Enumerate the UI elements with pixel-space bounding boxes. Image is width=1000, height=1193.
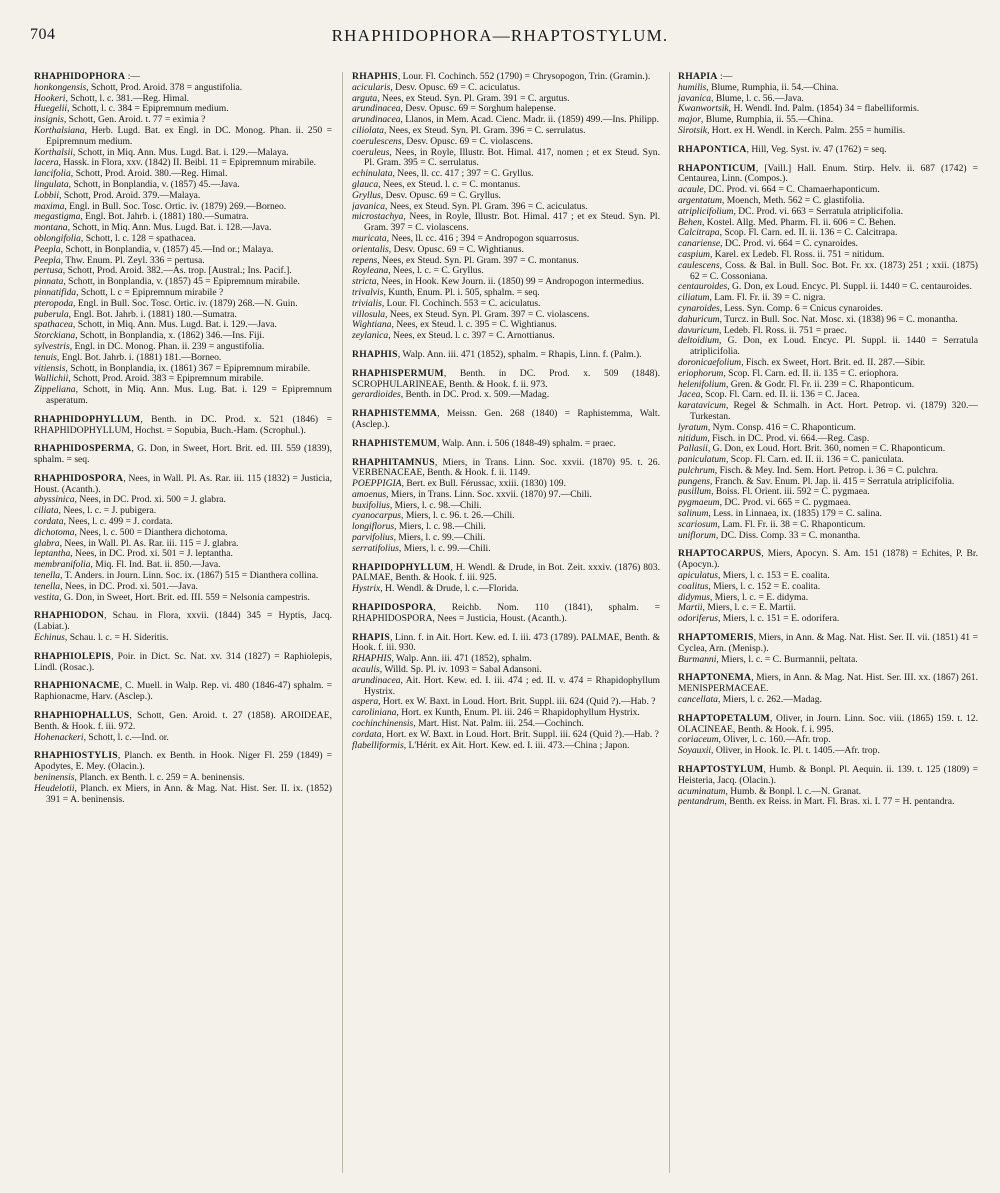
- dictionary-entry: [678, 673, 978, 705]
- species-line: aspera, Hort. ex W. Baxt. in Loud. Hort. Brit. Suppl. iii. 624 (Quid ?).—Hab. ?: [352, 696, 656, 708]
- entry-heading: RHAPONTICA, Hill, Veg. Syst. iv. 47 (1762) = seq.: [678, 143, 887, 155]
- species-line: didymus, Miers, l. c. = E. didyma.: [678, 591, 809, 603]
- species-line: cordata, Nees, l. c. 499 = J. cordata.: [34, 516, 173, 528]
- entry-heading: RHAPHIDOSPERMA, G. Don, in Sweet, Hort. Brit. ed. III. 559 (1839), sphalm. = seq.: [34, 443, 332, 466]
- dictionary-entry: [678, 164, 978, 542]
- entry-heading: RHAPHIONACME, C. Muell. in Walp. Rep. vi. 480 (1846-47) sphalm. = Raphionacme, Harv. (Asclep.).: [34, 680, 332, 703]
- species-line: Jacea, Scop. Fl. Carn. ed. II. ii. 136 = C. Jacea.: [678, 389, 860, 401]
- species-line: Wallichii, Schott, Prod. Aroid. 383 = Epipremnum mirabile.: [34, 373, 264, 385]
- entry-heading: RHAPIS, Linn. f. in Ait. Hort. Kew. ed. I. iii. 473 (1789). PALMAE, Benth. & Hook. f. iii. 930.: [352, 631, 660, 654]
- species-line: spathacea, Schott, in Miq. Ann. Mus. Lugd. Bat. i. 129.—Java.: [34, 319, 277, 331]
- species-line: vestita, G. Don, in Sweet, Hort. Brit. ed. III. 559 = Nelsonia campestris.: [34, 591, 310, 603]
- dictionary-entry: [34, 415, 332, 437]
- species-line: Wightiana, Nees, ex Steud. l. c. 395 = C. Wightianus.: [352, 319, 557, 331]
- species-line: POEPPIGIA, Bert. ex Bull. Férussac, xxiii. (1830) 109.: [352, 478, 566, 490]
- species-line: acaulis, Willd. Sp. Pl. iv. 1093 = Sabal Adansoni.: [352, 664, 542, 676]
- entry-heading: RHAPHIODON, Schau. in Flora, xxvii. (1844) 345 = Hyptis, Jacq. (Labiat.).: [34, 610, 332, 633]
- species-line: deltoidium, G. Don, ex Loud. Encyc. Pl. Suppl. ii. 1440 = Serratula atriplicifolia.: [678, 335, 978, 358]
- species-line: Calcitrapa, Scop. Fl. Carn. ed. II. ii. 136 = C. Calcitrapa.: [678, 227, 898, 239]
- dictionary-entry: [34, 652, 332, 674]
- species-line: coalitus, Miers, l. c. 152 = E. coalita.: [678, 580, 821, 592]
- species-line: lacera, Hassk. in Flora, xxv. (1842) II. Beibl. 11 = Epipremnum mirabile.: [34, 157, 317, 169]
- species-line: trivalvis, Kunth, Enum. Pl. i. 505, sphalm. = seq.: [352, 286, 540, 298]
- column-divider: [342, 72, 343, 1173]
- species-line: microstachya, Nees, in Royle, Illustr. Bot. Himal. 417 ; et ex Steud. Syn. Pl. Gram. 397 = C. violascens.: [352, 211, 660, 234]
- species-line: zeylanica, Nees, ex Steud. l. c. 397 = C. Arnottianus.: [352, 330, 555, 342]
- species-line: lancifolia, Schott, Prod. Aroid. 380.—Reg. Himal.: [34, 168, 228, 180]
- species-line: tenella, T. Anders. in Journ. Linn. Soc. ix. (1867) 515 = Dianthera collina.: [34, 570, 319, 582]
- entry-heading: RHAPHIDOSPORA, Nees, in Wall. Pl. As. Rar. iii. 115 (1832) = Justicia, Houst. (Acanth.).: [34, 472, 332, 495]
- species-line: javanica, Blume, l. c. 56.—Java.: [678, 92, 804, 104]
- species-line: cynaroides, Less. Syn. Comp. 6 = Cnicus cynaroides.: [678, 302, 883, 314]
- species-line: sylvestris, Engl. in DC. Monog. Phan. ii. 239 = angustifolia.: [34, 340, 265, 352]
- species-line: major, Blume, Rumphia, ii. 55.—China.: [678, 114, 834, 126]
- species-line: odoriferus, Miers, l. c. 151 = E. odorifera.: [678, 613, 840, 625]
- species-line: megastigma, Engl. Bot. Jahrb. i. (1881) 180.—Sumatra.: [34, 211, 249, 223]
- species-line: glabra, Nees, in Wall. Pl. As. Rar. iii. 115 = J. glabra.: [34, 537, 239, 549]
- species-line: RHAPHIS, Walp. Ann. iii. 471 (1852), sphalm.: [352, 653, 532, 665]
- entry-heading: RHAPHIS, Lour. Fl. Cochinch. 552 (1790) = Chrysopogon, Trin. (Gramin.).: [352, 72, 651, 82]
- species-line: eriophorum, Scop. Fl. Carn. ed. II. ii. 135 = C. eriophora.: [678, 367, 899, 379]
- species-line: ciliatum, Lam. Fl. Fr. ii. 39 = C. nigra.: [678, 292, 826, 304]
- species-line: Storckiana, Schott, in Bonplandia, x. (1862) 346.—Ins. Fiji.: [34, 330, 265, 342]
- entry-heading: RHAPHIOSTYLIS, Planch. ex Benth. in Hook. Niger Fl. 259 (1849) = Apodytes, E. Mey. (Olacin.).: [34, 750, 332, 773]
- dictionary-entry: [352, 72, 660, 342]
- species-line: longiflorus, Miers, l. c. 98.—Chili.: [352, 521, 486, 533]
- species-line: pinnata, Schott, in Bonplandia, v. (1857) 45 = Epipremnum mirabile.: [34, 276, 300, 288]
- species-line: coeruleus, Nees, in Royle, Illustr. Bot. Himal. 417, nomen ; et ex Steud. Syn. Pl. Gram. 395 = C. serrulatus.: [352, 146, 660, 169]
- species-line: Gryllus, Desv. Opusc. 69 = C. Gryllus.: [352, 189, 501, 201]
- species-line: doronicaefolium, Fisch. ex Sweet, Hort. Brit. ed. II. 287.—Sibir.: [678, 356, 926, 368]
- species-line: coerulescens, Desv. Opusc. 69 = C. violascens.: [352, 135, 533, 147]
- entry-heading: RHAPIA :—: [678, 72, 733, 82]
- entry-heading: RHAPHIDOPHYLLUM, Benth. in DC. Prod. x. 521 (1846) = RHAPHIDOPHYLLUM, Hochst. = Sopubia, Buch.-Ham. (Scrophul.).: [34, 413, 332, 436]
- species-line: villosula, Nees, ex Steud. Syn. Pl. Gram. 397 = C. violascens.: [352, 308, 590, 320]
- species-line: pusillum, Boiss. Fl. Orient. iii. 592 = C. pygmaea.: [678, 486, 870, 498]
- entry-heading: RHAPHITAMNUS, Miers, in Trans. Linn. Soc. xxvii. (1870) 95. t. 26. VERBENACEAE, Benth. & Hook. f. ii. 1149.: [352, 456, 660, 479]
- running-title: RHAPHIDOPHORA—RHAPTOSTYLUM.: [331, 26, 669, 45]
- species-line: pygmaeum, DC. Prod. vi. 665 = C. pygmaea.: [678, 497, 851, 509]
- entry-heading: RHAPTOCARPUS, Miers, Apocyn. S. Am. 151 (1878) = Echites, P. Br. (Apocyn.).: [678, 548, 978, 571]
- species-line: Korthalsiana, Herb. Lugd. Bat. ex Engl. in DC. Monog. Phan. ii. 250 = Epipremnum medium.: [34, 124, 332, 147]
- dictionary-entry: [34, 444, 332, 466]
- species-line: pulchrum, Fisch. & Mey. Ind. Sem. Hort. Petrop. i. 36 = C. pulchra.: [678, 464, 939, 476]
- species-line: maxima, Engl. in Bull. Soc. Tosc. Ortic. iv. (1879) 269.—Borneo.: [34, 200, 287, 212]
- species-line: uniflorum, DC. Diss. Comp. 33 = C. monantha.: [678, 529, 861, 541]
- species-line: Korthalsii, Schott, in Miq. Ann. Mus. Lugd. Bat. i. 129.—Malaya.: [34, 146, 289, 158]
- dictionary-entry: [352, 439, 660, 450]
- dictionary-entry: [34, 711, 332, 743]
- species-line: Heudelotii, Planch. ex Miers, in Ann. & Mag. Nat. Hist. Ser. II. ix. (1852) 391 = A. beninensis.: [34, 782, 332, 805]
- column-divider: [669, 72, 670, 1173]
- species-line: salinum, Less. in Linnaea, ix. (1835) 179 = C. salina.: [678, 508, 882, 520]
- species-line: atriplicifolium, DC. Prod. vi. 663 = Serratula atriplicifolia.: [678, 205, 903, 217]
- species-line: orientalis, Desv. Opusc. 69 = C. Wightianus.: [352, 243, 524, 255]
- species-line: Hohenackeri, Schott, l. c.—Ind. or.: [34, 731, 169, 743]
- species-line: caulescens, Coss. & Bal. in Bull. Soc. Bot. Fr. xx. (1873) 251 ; xxii. (1875) 62 = C. Cossoniana.: [678, 259, 978, 282]
- column-left: [34, 72, 332, 1175]
- species-line: cordata, Hort. ex W. Baxt. in Loud. Hort. Brit. Suppl. iii. 624 (Quid ?).—Hab. ?: [352, 728, 659, 740]
- dictionary-entry: [352, 350, 660, 361]
- dictionary-entry: [34, 751, 332, 805]
- species-line: pertusa, Schott, Prod. Aroid. 382.—As. trop. [Austral.; Ins. Pacif.].: [34, 265, 292, 277]
- species-line: coriaceum, Oliver, l. c. 160.—Afr. trop.: [678, 734, 831, 746]
- dictionary-entry: [678, 72, 978, 137]
- species-line: apiculatus, Miers, l. c. 153 = E. coalita.: [678, 570, 830, 582]
- species-line: arundinacea, Ait. Hort. Kew. ed. I. iii. 474 ; ed. II. v. 474 = Rhapidophyllum Hystrix.: [352, 674, 660, 697]
- species-line: cancellata, Miers, l. c. 262.—Madag.: [678, 694, 822, 706]
- entry-heading: RHAPTOPETALUM, Oliver, in Journ. Linn. Soc. viii. (1865) 159. t. 12. OLACINEAE, Benth. & Hook. f. i. 995.: [678, 712, 978, 735]
- entry-heading: RHAPONTICUM, [Vaill.] Hall. Enum. Stirp. Helv. ii. 687 (1742) = Centaurea, Linn. (Compos.).: [678, 162, 978, 185]
- species-line: lyratum, Nym. Consp. 416 = C. Rhaponticum.: [678, 421, 856, 433]
- species-line: Peepla, Thw. Enum. Pl. Zeyl. 336 = pertusa.: [34, 254, 205, 266]
- dictionary-entry: [678, 145, 978, 156]
- entry-heading: RHAPHIDOPHORA :—: [34, 72, 140, 82]
- dictionary-entry: [352, 633, 660, 752]
- species-line: javanica, Nees, ex Steud. Syn. Pl. Gram. 396 = C. aciculatus.: [352, 200, 588, 212]
- species-line: dahuricum, Turcz. in Bull. Soc. Nat. Mosc. xi. (1838) 96 = C. monantha.: [678, 313, 958, 325]
- species-line: arundinacea, Desv. Opusc. 69 = Sorghum halepense.: [352, 103, 556, 115]
- dictionary-entry: [352, 458, 660, 555]
- species-line: stricta, Nees, in Hook. Kew Journ. ii. (1850) 99 = Andropogon intermedius.: [352, 276, 644, 288]
- entry-heading: RHAPTOSTYLUM, Humb. & Bonpl. Pl. Aequin. ii. 139. t. 125 (1809) = Heisteria, Jacq. (Olacin.).: [678, 764, 978, 786]
- entry-heading: RHAPIDOPHYLLUM, H. Wendl. & Drude, in Bot. Zeit. xxxiv. (1876) 803. PALMAE, Benth. & Hook. f. iii. 925.: [352, 561, 660, 584]
- entry-heading: RHAPHISPERMUM, Benth. in DC. Prod. x. 509 (1848). SCROPHULARINEAE, Benth. & Hook. f. ii. 973.: [352, 367, 660, 390]
- species-line: Royleana, Nees, l. c. = C. Gryllus.: [352, 265, 484, 277]
- dictionary-entry: [678, 765, 978, 808]
- entry-heading: RHAPHIOPHALLUS, Schott, Gen. Aroid. t. 27 (1858). AROIDEAE, Benth. & Hook. f. iii. 972.: [34, 710, 332, 732]
- dictionary-entry: [34, 72, 332, 407]
- species-line: davuricum, Ledeb. Fl. Ross. ii. 751 = praec.: [678, 324, 847, 336]
- species-line: acicularis, Desv. Opusc. 69 = C. aciculatus.: [352, 81, 521, 93]
- species-line: Peepla, Schott, in Bonplandia, v. (1857) 45.—Ind or.; Malaya.: [34, 243, 274, 255]
- species-line: Kwanwortsik, H. Wendl. Ind. Palm. (1854) 34 = flabelliformis.: [678, 103, 920, 115]
- species-line: glauca, Nees, ex Steud. l. c. = C. montanus.: [352, 178, 521, 190]
- species-line: echinulata, Nees, ll. cc. 417 ; 397 = C. Gryllus.: [352, 168, 534, 180]
- species-line: abyssinica, Nees, in DC. Prod. xi. 500 = J. glabra.: [34, 494, 226, 506]
- dictionary-entry: [678, 633, 978, 665]
- entry-heading: RHAPHISTEMMA, Meissn. Gen. 268 (1840) = Raphistemma, Walt. (Asclep.).: [352, 408, 660, 430]
- species-line: Soyauxii, Oliver, in Hook. Ic. Pl. t. 1405.—Afr. trop.: [678, 745, 880, 757]
- dictionary-entry: [34, 611, 332, 643]
- species-line: flabelliformis, L'Hérit. ex Ait. Hort. Kew. ed. I. iii. 473.—China ; Japon.: [352, 739, 630, 751]
- species-line: scariosum, Lam. Fl. Fr. ii. 38 = C. Rhaponticum.: [678, 518, 866, 530]
- column-right: [678, 72, 978, 1175]
- species-line: muricata, Nees, ll. cc. 416 ; 394 = Andropogon squarrosus.: [352, 232, 580, 244]
- species-line: cochinchinensis, Mart. Hist. Nat. Palm. iii. 254.—Cochinch.: [352, 718, 584, 730]
- species-line: pteropoda, Engl. in Bull. Soc. Tosc. Ortic. iv. (1879) 268.—N. Guin.: [34, 297, 298, 309]
- species-line: cyanocarpus, Miers, l. c. 96. t. 26.—Chili.: [352, 510, 515, 522]
- dictionary-entry: [678, 714, 978, 757]
- species-line: acuminatum, Humb. & Bonpl. l. c.—N. Granat.: [678, 785, 862, 797]
- species-line: dichotoma, Nees, l. c. 500 = Dianthera dichotoma.: [34, 526, 228, 538]
- species-line: Martii, Miers, l. c. = E. Martii.: [678, 602, 796, 614]
- species-line: paniculatum, Scop. Fl. Carn. ed. II. ii. 136 = C. paniculata.: [678, 454, 904, 466]
- entry-heading: RHAPTOMERIS, Miers, in Ann. & Mag. Nat. Hist. Ser. II. vii. (1851) 41 = Cyclea, Arn. (Menisp.).: [678, 632, 978, 654]
- species-line: helenifolium, Gren. & Godr. Fl. Fr. ii. 239 = C. Rhaponticum.: [678, 378, 915, 390]
- dictionary-entry: [352, 563, 660, 595]
- species-line: honkongensis, Schott, Prod. Aroid. 378 = angustifolia.: [34, 81, 243, 93]
- species-line: pentandrum, Benth. ex Reiss. in Mart. Fl. Bras. xi. I. 77 = H. pentandra.: [678, 796, 955, 808]
- species-line: vitiensis, Schott, in Bonplandia, ix. (1861) 367 = Epipremnum mirabile.: [34, 362, 311, 374]
- species-line: gerardioides, Benth. in DC. Prod. x. 509.—Madag.: [352, 389, 550, 401]
- entry-heading: RHAPTONEMA, Miers, in Ann. & Mag. Nat. Hist. Ser. III. xx. (1867) 261. MENISPERMACEAE.: [678, 672, 978, 695]
- entry-heading: RHAPHISTEMUM, Walp. Ann. i. 506 (1848-49) sphalm. = praec.: [352, 437, 616, 449]
- species-line: parvifolius, Miers, l. c. 99.—Chili.: [352, 532, 486, 544]
- species-line: Behen, Kostel. Allg. Med. Pharm. Fl. ii. 606 = C. Behen.: [678, 216, 896, 228]
- species-line: argentatum, Moench, Meth. 562 = C. glastifolia.: [678, 194, 865, 206]
- species-line: humilis, Blume, Rumphia, ii. 54.—China.: [678, 81, 839, 93]
- species-line: membranifolia, Miq. Fl. Ind. Bat. ii. 850.—Java.: [34, 559, 221, 571]
- species-line: pungens, Franch. & Sav. Enum. Pl. Jap. ii. 415 = Serratula atriplicifolia.: [678, 475, 955, 487]
- entry-heading: RHAPHIOLEPIS, Poir. in Dict. Sc. Nat. xv. 314 (1827) = Raphiolepis, Lindl. (Rosac.).: [34, 650, 332, 673]
- species-line: tenella, Nees, in DC. Prod. xi. 501.—Java.: [34, 580, 198, 592]
- species-line: Huegelii, Schott, l. c. 384 = Epipremnum medium.: [34, 103, 229, 115]
- species-line: ciliolata, Nees, ex Steud. Syn. Pl. Gram. 396 = C. serrulatus.: [352, 124, 586, 136]
- species-line: ciliata, Nees, l. c. = J. pubigera.: [34, 505, 157, 517]
- dictionary-entry: [34, 474, 332, 604]
- species-line: lingulata, Schott, in Bonplandia, v. (1857) 45.—Java.: [34, 178, 240, 190]
- species-line: beninensis, Planch. ex Benth. l. c. 259 = A. beninensis.: [34, 772, 245, 784]
- species-line: Hystrix, H. Wendl. & Drude, l. c.—Florida.: [352, 583, 519, 595]
- species-line: Sirotsik, Hort. ex H. Wendl. in Kerch. Palm. 255 = humilis.: [678, 124, 906, 136]
- species-line: buxifolius, Miers, l. c. 98.—Chili.: [352, 499, 482, 511]
- species-line: caroliniana, Hort. ex Kunth, Enum. Pl. iii. 246 = Rhapidophyllum Hystrix.: [352, 707, 640, 719]
- species-line: tenuis, Engl. Bot. Jahrb. i. (1881) 181.—Borneo.: [34, 351, 222, 363]
- species-line: Hookeri, Schott, l. c. 381.—Reg. Himal.: [34, 92, 190, 104]
- species-line: serratifolius, Miers, l. c. 99.—Chili.: [352, 542, 491, 554]
- species-line: caspium, Karel. ex Ledeb. Fl. Ross. ii. 751 = nitidum.: [678, 248, 885, 260]
- species-line: oblongifolia, Schott, l. c. 128 = spathacea.: [34, 232, 196, 244]
- species-line: acaule, DC. Prod. vi. 664 = C. Chamaerhaponticum.: [678, 184, 880, 196]
- species-line: centauroides, G. Don, ex Loud. Encyc. Pl. Suppl. ii. 1440 = C. centauroides.: [678, 281, 972, 293]
- species-line: amoenus, Miers, in Trans. Linn. Soc. xxvii. (1870) 97.—Chili.: [352, 488, 592, 500]
- dictionary-entry: [352, 369, 660, 401]
- species-line: arundinacea, Llanos, in Mem. Acad. Cienc. Madr. ii. (1859) 499.—Ins. Philipp.: [352, 114, 659, 126]
- species-line: puberula, Engl. Bot. Jahrb. i. (1881) 180.—Sumatra.: [34, 308, 237, 320]
- dictionary-entry: [678, 549, 978, 625]
- species-line: montana, Schott, in Miq. Ann. Mus. Lugd. Bat. i. 128.—Java.: [34, 222, 272, 234]
- page-header: [30, 26, 970, 50]
- page-number: 704: [30, 26, 56, 43]
- species-line: pinnatifida, Schott, l. c = Epipremnum mirabile ?: [34, 286, 224, 298]
- species-line: arguta, Nees, ex Steud. Syn. Pl. Gram. 391 = C. argutus.: [352, 92, 570, 104]
- species-line: Lobbii, Schott, Prod. Aroid. 379.—Malaya.: [34, 189, 201, 201]
- species-line: insignis, Schott, Gen. Aroid. t. 77 = eximia ?: [34, 114, 206, 126]
- species-line: leptantha, Nees, in DC. Prod. xi. 501 = J. leptantha.: [34, 548, 233, 560]
- species-line: repens, Nees, ex Steud. Syn. Pl. Gram. 397 = C. montanus.: [352, 254, 579, 266]
- species-line: trivialis, Lour. Fl. Cochinch. 553 = C. aciculatus.: [352, 297, 541, 309]
- species-line: nitidum, Fisch. in DC. Prod. vi. 664.—Reg. Casp.: [678, 432, 870, 444]
- species-line: canariense, DC. Prod. vi. 664 = C. cynaroides.: [678, 238, 858, 250]
- species-line: Echinus, Schau. l. c. = H. Sideritis.: [34, 632, 169, 644]
- entry-heading: RHAPHIS, Walp. Ann. iii. 471 (1852), sphalm. = Rhapis, Linn. f. (Palm.).: [352, 348, 642, 360]
- dictionary-entry: [34, 681, 332, 703]
- species-line: Pallasii, G. Don, ex Loud. Hort. Brit. 360, nomen = C. Rhaponticum.: [678, 443, 946, 455]
- species-line: Zippeliana, Schott, in Miq. Ann. Mus. Lug. Bat. i. 129 = Epipremnum asperatum.: [34, 384, 332, 406]
- dictionary-entry: [352, 409, 660, 431]
- species-line: karatavicum, Regel & Schmalh. in Act. Hort. Petrop. vi. (1879) 320.—Turkestan.: [678, 400, 978, 422]
- dictionary-entry: [352, 603, 660, 625]
- species-line: Burmanni, Miers, l. c. = C. Burmannii, peltata.: [678, 653, 858, 665]
- column-middle: [352, 72, 660, 1175]
- entry-heading: RHAPIDOSPORA, Reichb. Nom. 110 (1841), sphalm. = RHAPHIDOSPORA, Nees = Justicia, Houst. (Acanth.).: [352, 602, 660, 624]
